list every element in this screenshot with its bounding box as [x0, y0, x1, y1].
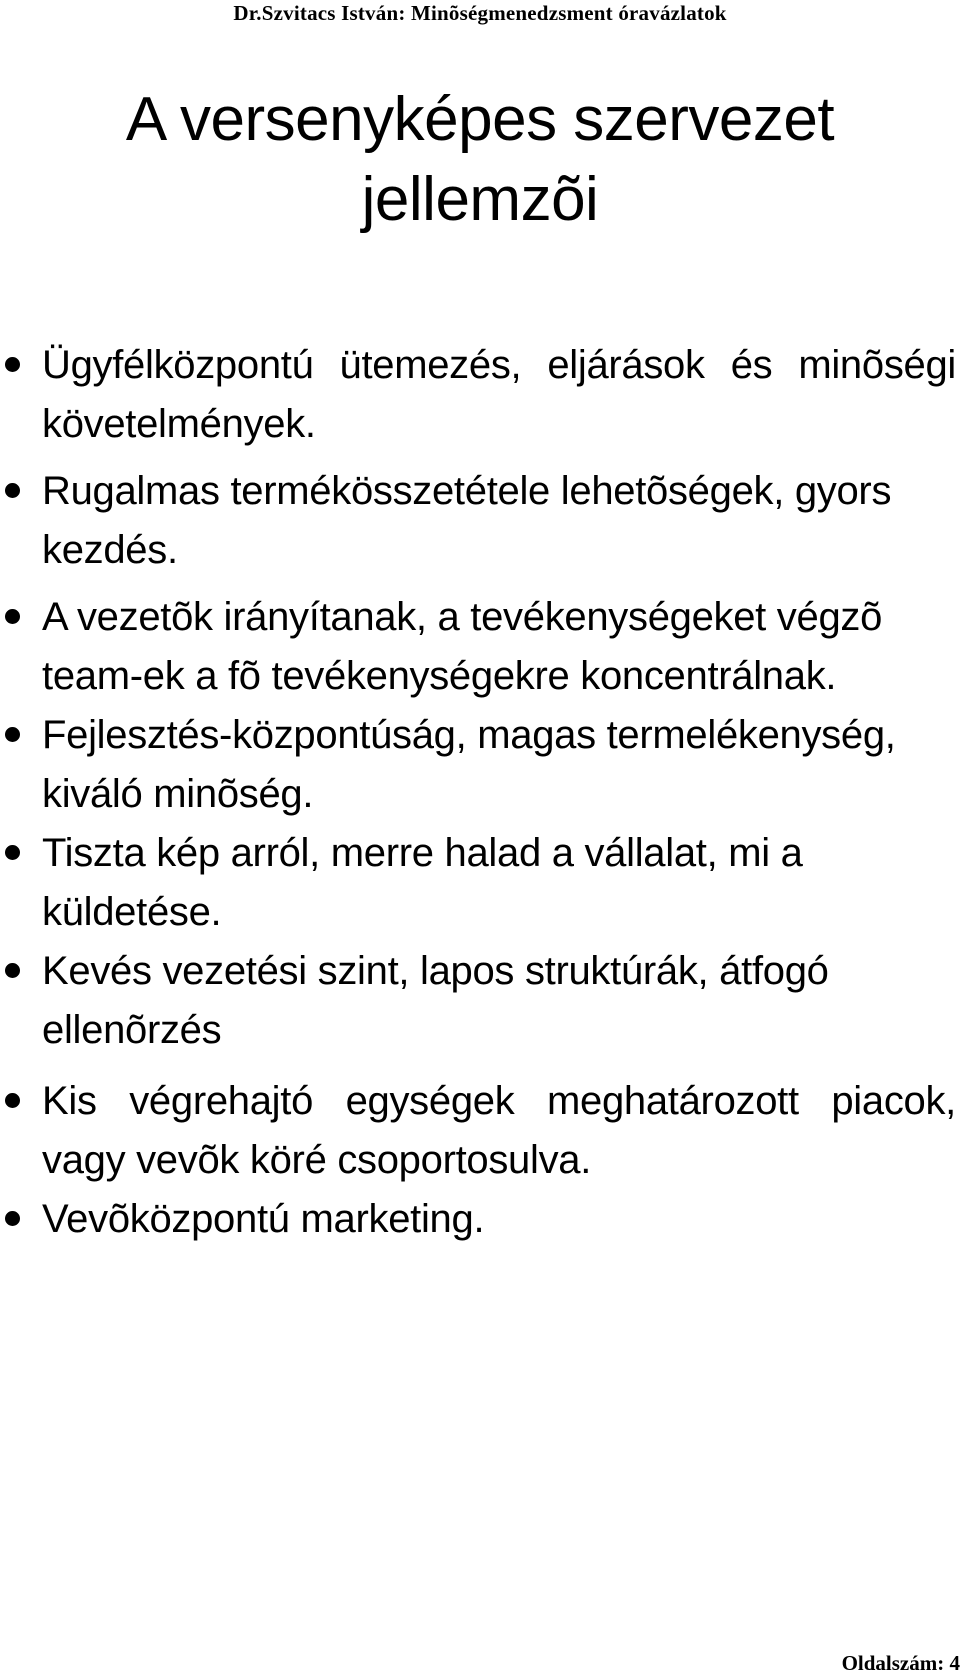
bullet-dot-icon: [5, 845, 20, 860]
bullet-text: A vezetõk irányítanak, a tevékenységeket végzõ team-ek a fõ tevékenységekre koncentrálnak.: [42, 595, 883, 698]
bullet-item: [0, 942, 958, 1060]
page-number: Oldalszám: 4: [841, 1651, 960, 1675]
bullet-item: [0, 462, 958, 580]
bullet-dot-icon: [5, 1093, 20, 1108]
page-title-line-1: A versenyképes szervezet: [125, 85, 835, 154]
bullet-item: [0, 824, 958, 942]
bullet-list: [0, 336, 960, 1249]
bullet-text: Ügyfélközpontú ütemezés, eljárások és minõségi követelmények.: [42, 343, 956, 446]
bullet-text: Tiszta kép arról, merre halad a vállalat, mi a küldetése.: [42, 831, 803, 934]
bullet-text: Vevõközpontú marketing.: [42, 1197, 485, 1241]
bullet-dot-icon: [5, 727, 20, 742]
bullet-item: [0, 706, 958, 824]
bullet-text: Kevés vezetési szint, lapos struktúrák, átfogó ellenõrzés: [42, 949, 829, 1052]
page-title-line-2: jellemzõi: [361, 165, 599, 234]
bullet-text: Fejlesztés-központúság, magas termelékenység, kiváló minõség.: [42, 713, 896, 816]
bullet-dot-icon: [5, 1211, 20, 1226]
page-title: [0, 80, 960, 240]
bullet-text: Kis végrehajtó egységek meghatározott piacok, vagy vevõk köré csoportosulva.: [42, 1079, 956, 1182]
bullet-text: Rugalmas termékösszetétele lehetõségek, gyors kezdés.: [42, 469, 892, 572]
bullet-item: [0, 1072, 958, 1190]
bullet-dot-icon: [5, 963, 20, 978]
bullet-item: [0, 588, 958, 706]
bullet-dot-icon: [5, 609, 20, 624]
document-header: Dr.Szvitacs István: Minõségmenedzsment óravázlatok: [233, 1, 727, 25]
bullet-dot-icon: [5, 483, 20, 498]
bullet-item: [0, 336, 958, 454]
bullet-item: [0, 1190, 958, 1249]
bullet-dot-icon: [5, 357, 20, 372]
